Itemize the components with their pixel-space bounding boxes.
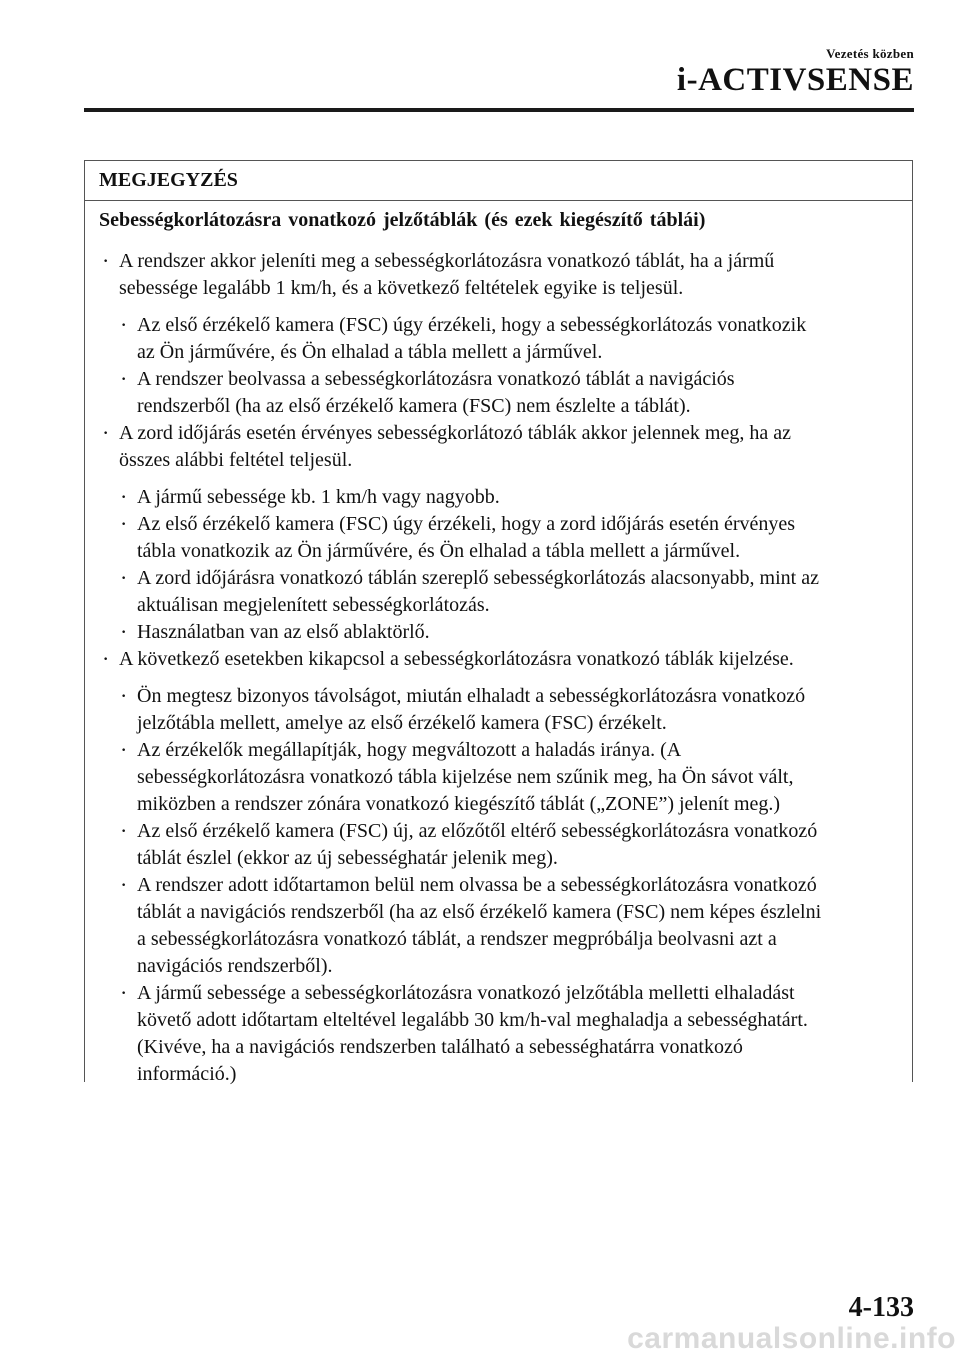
bullet-line: az Ön járművére, és Ön elhalad a tábla mellett a járművel. bbox=[137, 341, 603, 363]
bullet-item bbox=[99, 646, 912, 673]
note-box bbox=[84, 160, 913, 1085]
bullet-line: A zord időjárásra vonatkozó táblán szereplő sebességkorlátozás alacsonyabb, mint az bbox=[137, 567, 819, 589]
bullet-line: aktuálisan megjelenített sebességkorlátozás. bbox=[137, 594, 490, 616]
bullet-dot-icon: · bbox=[103, 425, 109, 442]
bullet-line: Az első érzékelő kamera (FSC) új, az előzőtől eltérő sebességkorlátozásra vonatkozó bbox=[137, 820, 818, 842]
bullet-line: A zord időjárás esetén érvényes sebességkorlátozó táblák akkor jelennek meg, ha az bbox=[119, 422, 791, 444]
bullet-line: sebességkorlátozásra vonatkozó tábla kijelzése nem szűnik meg, ha Ön sávot vált, bbox=[137, 766, 794, 788]
sub-bullet-item bbox=[99, 818, 912, 872]
bullet-line: A következő esetekben kikapcsol a sebességkorlátozásra vonatkozó táblák kijelzése. bbox=[119, 648, 794, 670]
list-gap bbox=[99, 302, 912, 312]
bullet-dot-icon: · bbox=[121, 624, 127, 641]
chapter-title: i-ACTIVSENSE bbox=[676, 62, 914, 98]
header-rule bbox=[84, 108, 914, 112]
bullet-line: Az első érzékelő kamera (FSC) úgy érzékeli, hogy a sebességkorlátozás vonatkozik bbox=[137, 314, 807, 336]
bullet-dot-icon: · bbox=[103, 651, 109, 668]
bullet-line: sebessége legalább 1 km/h, és a következő feltételek egyike is teljesül. bbox=[119, 277, 684, 299]
bullet-dot-icon: · bbox=[121, 489, 127, 506]
bullet-line: rendszerből (ha az első érzékelő kamera (FSC) nem észlelte a táblát). bbox=[137, 395, 691, 417]
bullet-dot-icon: · bbox=[121, 823, 127, 840]
bullet-line: tábla vonatkozik az Ön járművére, és Ön elhalad a tábla mellett a járművel. bbox=[137, 540, 741, 562]
bullet-dot-icon: · bbox=[121, 688, 127, 705]
list-gap bbox=[99, 673, 912, 683]
page-number: 4-133 bbox=[848, 1292, 914, 1323]
bullet-line: navigációs rendszerből). bbox=[137, 955, 333, 977]
bullet-line: A rendszer beolvassa a sebességkorlátozásra vonatkozó táblát a navigációs bbox=[137, 368, 735, 390]
list-gap bbox=[99, 474, 912, 484]
bullet-dot-icon: · bbox=[121, 371, 127, 388]
section-label: Vezetés közben bbox=[826, 46, 914, 61]
bullet-line: (Kivéve, ha a navigációs rendszerben található a sebességhatárra vonatkozó bbox=[137, 1036, 743, 1058]
sub-bullet-item bbox=[99, 312, 912, 366]
bullet-line: információ.) bbox=[137, 1063, 237, 1085]
bullet-dot-icon: · bbox=[121, 317, 127, 334]
bullet-line: A rendszer adott időtartamon belül nem olvassa be a sebességkorlátozásra vonatkozó bbox=[137, 874, 817, 896]
bullet-dot-icon: · bbox=[121, 516, 127, 533]
sub-bullet-item bbox=[99, 366, 912, 420]
bullet-line: Az érzékelők megállapítják, hogy megváltozott a haladás iránya. (A bbox=[137, 739, 682, 761]
sub-bullet-item bbox=[99, 619, 912, 646]
sub-bullet-item bbox=[99, 872, 912, 980]
bullet-line: követő adott időtartam elteltével legalább 30 km/h-val meghaladja a sebességhatárt. bbox=[137, 1009, 808, 1031]
bullet-line: Az első érzékelő kamera (FSC) úgy érzékeli, hogy a zord időjárás esetén érvényes bbox=[137, 513, 796, 535]
sub-bullet-item bbox=[99, 565, 912, 619]
sub-bullet-item bbox=[99, 737, 912, 818]
note-subheading: Sebességkorlátozásra vonatkozó jelzőtáblák (és ezek kiegészítő táblái) bbox=[99, 209, 706, 231]
bullet-dot-icon: · bbox=[121, 985, 127, 1002]
sub-bullet-item bbox=[99, 980, 912, 1088]
bullet-dot-icon: · bbox=[103, 253, 109, 270]
bullet-line: összes alábbi feltétel teljesül. bbox=[119, 449, 353, 471]
note-body bbox=[85, 201, 912, 1088]
bullet-dot-icon: · bbox=[121, 877, 127, 894]
bullet-item bbox=[99, 420, 912, 474]
bullet-line: a sebességkorlátozásra vonatkozó táblát, a rendszer megpróbálja beolvasni azt a bbox=[137, 928, 777, 950]
bullet-dot-icon: · bbox=[121, 742, 127, 759]
sub-bullet-item bbox=[99, 683, 912, 737]
bullet-line: jelzőtábla mellett, amelye az első érzékelő kamera (FSC) érzékelt. bbox=[137, 712, 667, 734]
bullet-line: Ön megtesz bizonyos távolságot, miután elhaladt a sebességkorlátozásra vonatkozó bbox=[137, 685, 806, 707]
bullet-line: táblát észlel (ekkor az új sebességhatár jelenik meg). bbox=[137, 847, 558, 869]
note-heading: MEGJEGYZÉS bbox=[85, 161, 912, 201]
bullet-line: A jármű sebessége a sebességkorlátozásra vonatkozó jelzőtábla melletti elhaladást bbox=[137, 982, 795, 1004]
bullet-list bbox=[99, 248, 912, 1088]
bullet-item bbox=[99, 248, 912, 302]
bullet-line: A rendszer akkor jeleníti meg a sebességkorlátozásra vonatkozó táblát, ha a jármű bbox=[119, 250, 775, 272]
sub-bullet-item bbox=[99, 484, 912, 511]
bullet-line: miközben a rendszer zónára vonatkozó kiegészítő táblát („ZONE”) jelenít meg.) bbox=[137, 793, 781, 815]
sub-bullet-item bbox=[99, 511, 912, 565]
bullet-line: táblát a navigációs rendszerből (ha az első érzékelő kamera (FSC) nem képes észlelni bbox=[137, 901, 822, 923]
watermark: carmanualsonline.info bbox=[627, 1322, 956, 1355]
bullet-dot-icon: · bbox=[121, 570, 127, 587]
bullet-line: Használatban van az első ablaktörlő. bbox=[137, 621, 430, 643]
bullet-line: A jármű sebessége kb. 1 km/h vagy nagyobb. bbox=[137, 486, 500, 508]
